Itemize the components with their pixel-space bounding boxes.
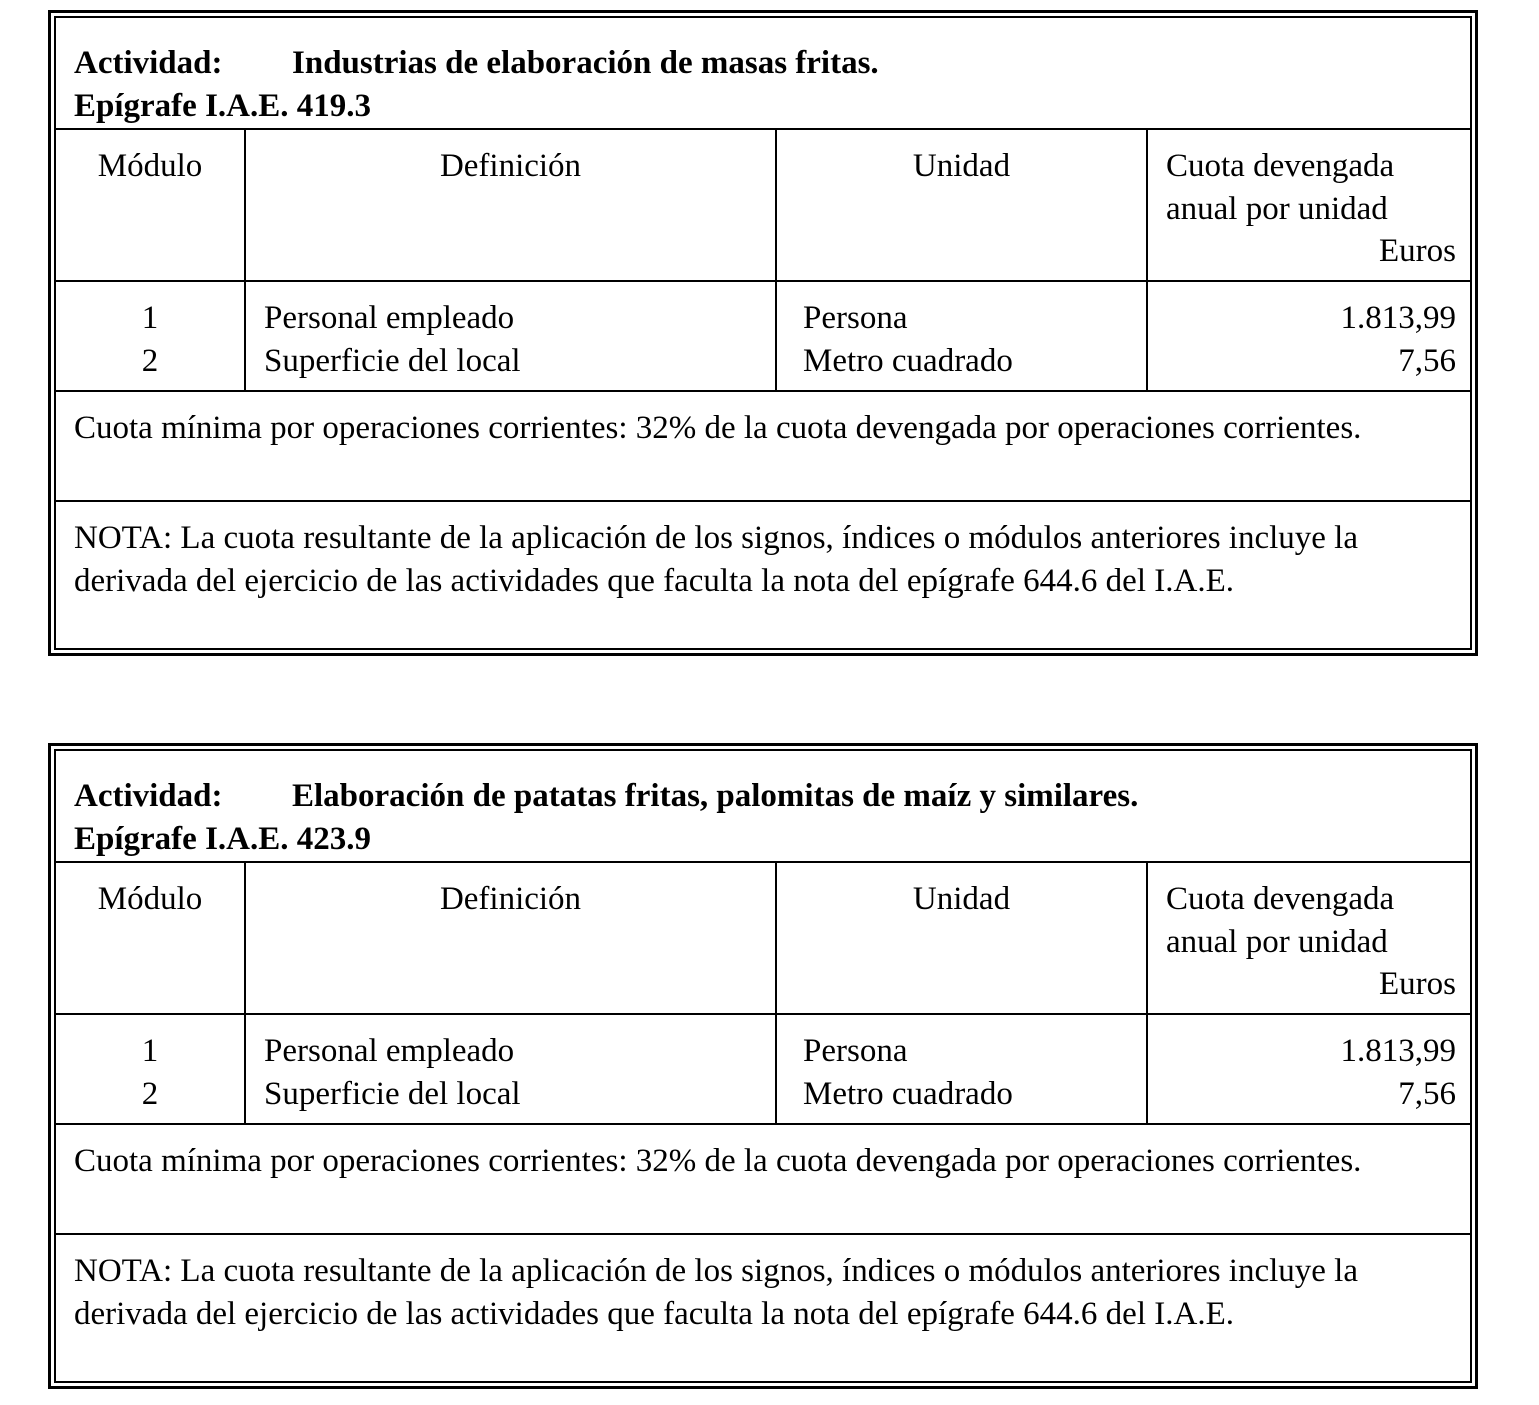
divider	[56, 500, 1470, 502]
column-rule	[775, 861, 777, 1123]
column-rule	[244, 128, 246, 390]
column-rule	[1146, 128, 1148, 390]
header-unidad: Unidad	[912, 148, 1011, 184]
row-1-definicion: Personal empleado	[264, 300, 515, 336]
epigrafe-label: Epígrafe I.A.E. 419.3	[74, 88, 371, 124]
activity-table-1	[48, 10, 1478, 656]
column-rule	[244, 861, 246, 1123]
row-2-definicion: Superficie del local	[264, 343, 521, 379]
row-2-cuota: 7,56	[1398, 343, 1456, 379]
column-rule	[1146, 861, 1148, 1123]
activity-title	[74, 775, 1138, 818]
divider	[56, 1233, 1470, 1235]
header-definicion: Definición	[439, 881, 582, 917]
row-2-cuota: 7,56	[1398, 1076, 1456, 1112]
activity-name: Elaboración de patatas fritas, palomitas de maíz y similares.	[292, 778, 1139, 814]
divider	[56, 861, 1470, 863]
row-2-unidad: Metro cuadrado	[803, 343, 1013, 379]
activity-table-2	[48, 743, 1478, 1389]
header-modulo: Módulo	[97, 148, 203, 184]
header-modulo: Módulo	[97, 881, 203, 917]
row-1-modulo: 1	[141, 1033, 159, 1069]
divider	[56, 280, 1470, 282]
header-cuota-line1: Cuota devengada	[1166, 148, 1395, 184]
row-2-definicion: Superficie del local	[264, 1076, 521, 1112]
row-2-modulo: 2	[141, 343, 159, 379]
row-1-modulo: 1	[141, 300, 159, 336]
row-2-unidad: Metro cuadrado	[803, 1076, 1013, 1112]
activity-label: Actividad:	[74, 778, 223, 814]
row-1-cuota: 1.813,99	[1340, 1033, 1456, 1069]
divider	[56, 1013, 1470, 1015]
row-1-cuota: 1.813,99	[1340, 300, 1456, 336]
activity-title	[74, 42, 879, 85]
row-1-definicion: Personal empleado	[264, 1033, 515, 1069]
divider	[56, 390, 1470, 392]
row-1-unidad: Persona	[803, 300, 908, 336]
epigrafe-label: Epígrafe I.A.E. 423.9	[74, 821, 371, 857]
nota-text: NOTA: La cuota resultante de la aplicación de los signos, índices o módulos anteriores incluye la derivada del ejercicio de las actividades que faculta la nota del epígrafe 644.6 del I.A.E.	[74, 520, 1358, 599]
header-cuota-line1: Cuota devengada	[1166, 881, 1395, 917]
header-cuota-line2: anual por unidad	[1166, 191, 1388, 227]
header-cuota-line2: anual por unidad	[1166, 924, 1388, 960]
header-unidad: Unidad	[912, 881, 1011, 917]
nota-text: NOTA: La cuota resultante de la aplicación de los signos, índices o módulos anteriores incluye la derivada del ejercicio de las actividades que faculta la nota del epígrafe 644.6 del I.A.E.	[74, 1253, 1358, 1332]
header-cuota-unit: Euros	[1379, 966, 1456, 1002]
row-2-modulo: 2	[141, 1076, 159, 1112]
activity-label: Actividad:	[74, 45, 223, 81]
activity-name: Industrias de elaboración de masas fritas.	[292, 45, 879, 81]
divider	[56, 128, 1470, 130]
header-cuota-unit: Euros	[1379, 233, 1456, 269]
header-definicion: Definición	[439, 148, 582, 184]
cuota-minima-text: Cuota mínima por operaciones corrientes: 32% de la cuota devengada por operaciones corrientes.	[74, 1143, 1362, 1179]
divider	[56, 1123, 1470, 1125]
cuota-minima-text: Cuota mínima por operaciones corrientes: 32% de la cuota devengada por operaciones corrientes.	[74, 410, 1362, 446]
column-rule	[775, 128, 777, 390]
row-1-unidad: Persona	[803, 1033, 908, 1069]
activity-table-2-inner	[54, 749, 1472, 1383]
activity-table-1-inner	[54, 16, 1472, 650]
